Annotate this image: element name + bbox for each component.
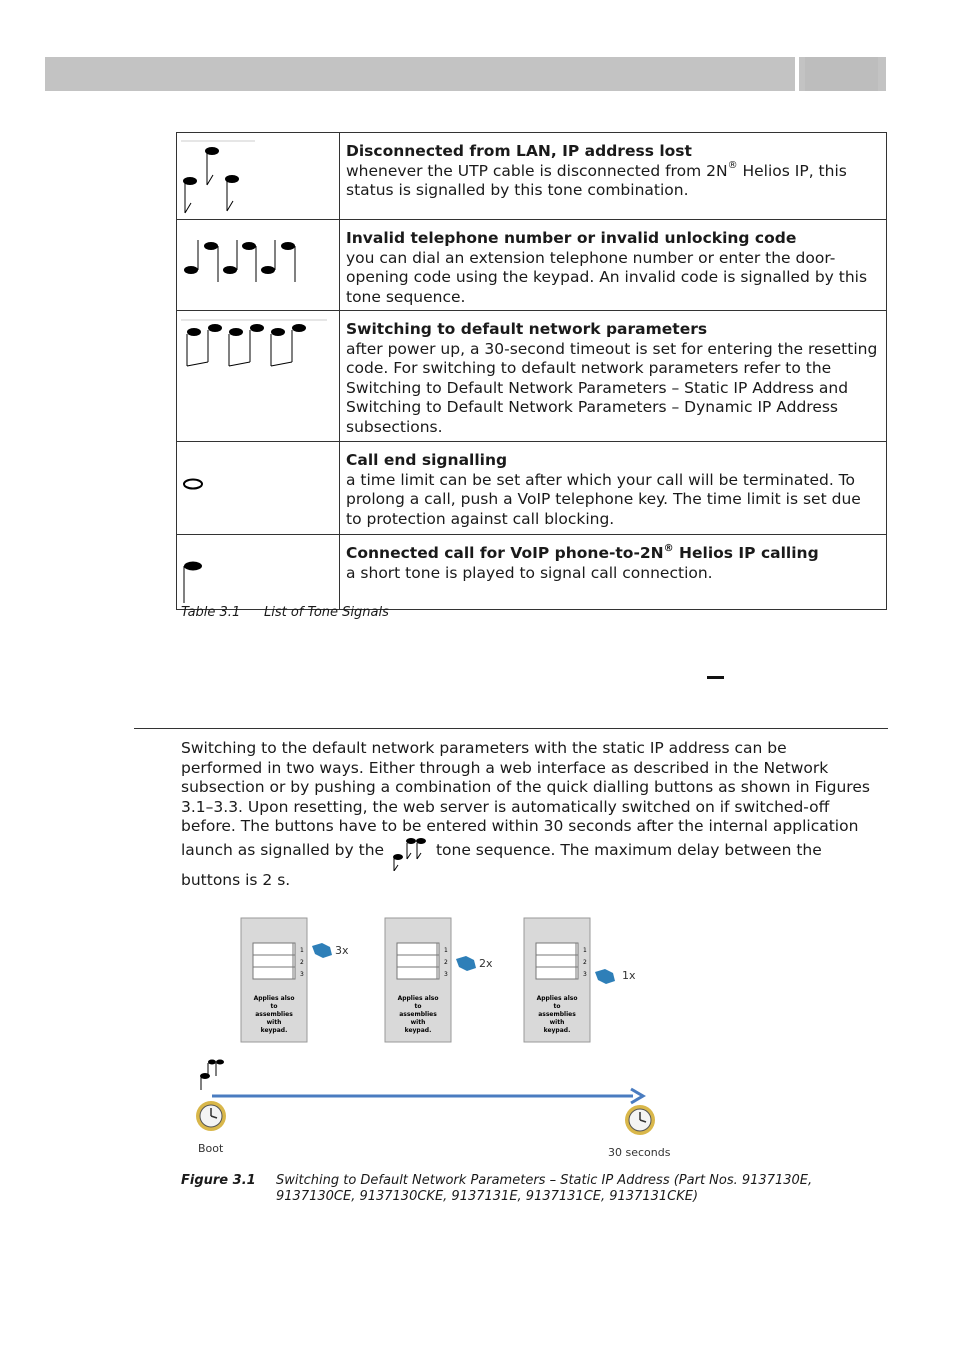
button-number: 3 [583, 971, 587, 978]
panel-note: keypad. [404, 1027, 432, 1034]
table-row [177, 535, 887, 610]
pointing-hand-icon [456, 956, 476, 971]
keypad-panel [241, 918, 349, 1042]
boot-label: Boot [198, 1142, 224, 1155]
button-number: 2 [444, 959, 448, 966]
pointing-hand-icon [595, 969, 615, 984]
panel-note: assemblies [399, 1011, 437, 1018]
press-count: 2x [479, 957, 493, 970]
tone-icon-cell [177, 311, 340, 442]
button-number: 3 [300, 971, 304, 978]
table-row [177, 311, 887, 442]
tone-icon-cell [177, 220, 340, 311]
single-note-icon [177, 535, 339, 605]
panel-note: to [270, 1003, 278, 1010]
button-number: 1 [583, 947, 587, 954]
press-count: 3x [335, 944, 349, 957]
tone-description-cell [340, 311, 887, 442]
row-title: Connected call for VoIP phone-to-2N® Helios IP calling [346, 542, 819, 562]
keypad-panel [524, 918, 636, 1042]
row-description: a short tone is played to signal call connection. [346, 563, 713, 582]
thirty-seconds-label: 30 seconds [608, 1146, 670, 1159]
button-number: 2 [583, 959, 587, 966]
row-description: a time limit can be set after which your call will be terminated. To prolong a call, push a VoIP telephone key. The time limit is set due to protection against call blocking. [346, 470, 861, 528]
panel-note: keypad. [543, 1027, 571, 1034]
tone-description-cell [340, 220, 887, 311]
tone-signals-table [176, 132, 887, 610]
tone-icon-cell [177, 133, 340, 220]
panel-note: with [549, 1019, 565, 1026]
press-count: 1x [622, 969, 636, 982]
keypad-panel [385, 918, 493, 1042]
row-title: Call end signalling [346, 451, 508, 469]
two-descending-notes-icon [177, 133, 339, 215]
panel-note: Applies also [397, 995, 439, 1002]
tone-icon-cell [177, 442, 340, 535]
panel-note: keypad. [260, 1027, 288, 1034]
panel-note: assemblies [255, 1011, 293, 1018]
row-description: after power up, a 30-second timeout is set for entering the resetting code. For switching to default network parameters refer to the Switching to Default Network Parameters – Static IP Address and Switching to Default Network Parameters – Dynamic IP Address subsections. [346, 339, 878, 436]
tone-description-cell [340, 535, 887, 610]
section-divider [134, 728, 888, 729]
tone-icon-cell [177, 535, 340, 610]
row-description: you can dial an extension telephone number or enter the door-opening code using the keypad. An invalid code is signalled by this tone sequence. [346, 248, 868, 306]
clock-icon [625, 1105, 655, 1135]
page-header-tab-inner [805, 57, 878, 91]
panel-note: Applies also [253, 995, 295, 1002]
table-row [177, 133, 887, 220]
row-title: Disconnected from LAN, IP address lost [346, 142, 692, 160]
three-beamed-notes-icon [177, 311, 339, 437]
row-title: Invalid telephone number or invalid unlocking code [346, 229, 797, 247]
tone-description-cell [340, 133, 887, 220]
panel-note: to [414, 1003, 422, 1010]
table-row [177, 220, 887, 311]
whole-note-icon [177, 442, 339, 530]
button-number: 1 [300, 947, 304, 954]
boot-tone-notes-icon [391, 837, 429, 871]
panel-note: Applies also [536, 995, 578, 1002]
row-description: whenever the UTP cable is disconnected from 2N® Helios IP, this status is signalled by this tone combination. [346, 160, 847, 200]
boot-tone-notes-icon [200, 1060, 224, 1091]
row-title: Switching to default network parameters [346, 320, 708, 338]
button-number: 3 [444, 971, 448, 978]
reset-sequence-figure [190, 912, 670, 1162]
figure-caption: Figure 3.1 Switching to Default Network Parameters – Static IP Address (Part Nos. 9137130E, 9137130CE, 9137130CKE, 9137131E, 9137131CE, 9137131CKE) [181, 1173, 813, 1204]
pointing-hand-icon [312, 943, 332, 958]
tone-description-cell [340, 442, 887, 535]
table-caption: Table 3.1 List of Tone Signals [181, 605, 389, 620]
panel-note: with [266, 1019, 282, 1026]
panel-note: assemblies [538, 1011, 576, 1018]
button-number: 2 [300, 959, 304, 966]
panel-note: with [410, 1019, 426, 1026]
page-header-bar [45, 57, 795, 91]
button-number: 1 [444, 947, 448, 954]
section-heading-dash [707, 676, 724, 679]
panel-note: to [553, 1003, 561, 1010]
clock-icon [196, 1101, 226, 1131]
three-note-pairs-icon [177, 220, 339, 306]
body-paragraph: Switching to the default network parameters with the static IP address can be performed in two ways. Either through a web interface as described in the Network subsection or by pushing a combination of the quick dialling buttons as shown in Figures 3.1–3.3. Upon resetting, the web server is automatically switched on if switched-off before. The buttons have to be entered within 30 seconds after the internal application launch as signalled by the tone sequence. The maximum delay between the buttons is 2 s. [181, 739, 870, 889]
table-row [177, 442, 887, 535]
